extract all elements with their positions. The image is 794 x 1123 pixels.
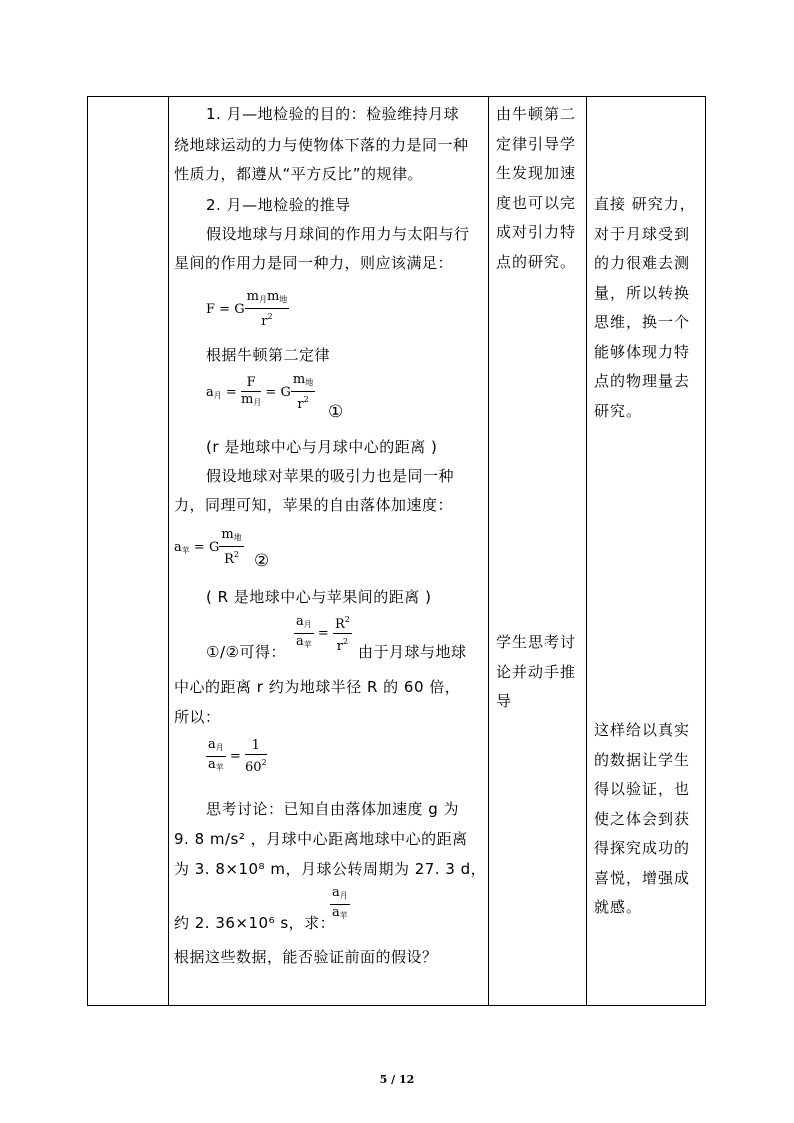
text-line: 这样给以真实 bbox=[594, 721, 691, 739]
text-line: 根据这些数据，能否验证前面的假设？ bbox=[174, 948, 438, 966]
text-line: 对于月球受到 bbox=[594, 224, 691, 243]
column-divider bbox=[168, 97, 169, 1005]
design-intent-1 bbox=[594, 190, 696, 426]
text-line: 点的物理量去 bbox=[594, 372, 691, 390]
text-line: 生发现加速 bbox=[496, 164, 577, 182]
page-number: 5 / 12 bbox=[379, 1073, 415, 1086]
equation-number: ② bbox=[254, 551, 270, 571]
text-line: 导 bbox=[496, 692, 513, 710]
text-line: 思考讨论：已知自由落体加速度 g 为 bbox=[206, 800, 460, 818]
text-line: 点的研究。 bbox=[496, 252, 577, 271]
text-line: 研究。 bbox=[594, 401, 643, 420]
text-line: 所以： bbox=[174, 708, 221, 726]
text-line: 中心的距离 r 约为地球半径 R 的 60 倍， bbox=[174, 678, 461, 696]
text-line: 就感。 bbox=[594, 898, 643, 916]
equation-number: ① bbox=[328, 402, 344, 422]
text-line: 论并动手推 bbox=[496, 662, 577, 681]
formula-question: $\frac{a_月}{a_苹}$ bbox=[332, 885, 348, 920]
text-line: 度也可以完 bbox=[496, 193, 577, 212]
text-line: 根据牛顿第二定律 bbox=[206, 346, 331, 364]
formula-apple-acceleration: $a_苹 = G$ $\frac{m_地}{R^2}$ bbox=[174, 527, 242, 567]
text-line: 性质力，都遵从“平方反比”的规律。 bbox=[174, 165, 424, 183]
text-line: 得以验证，也 bbox=[594, 780, 691, 798]
text-line: 星间的作用力是同一种力，则应该满足： bbox=[174, 254, 454, 272]
text-line: 假设地球与月球间的作用力与太阳与行 bbox=[206, 225, 470, 243]
formula-result: $\frac{a_月}{a_苹}$ = $\frac{1}{60^2}$ bbox=[208, 737, 267, 775]
text-line: 直接 研究力， bbox=[594, 195, 696, 213]
text-line: 9. 8 m/s² ，月球中心距离地球中心的距离 bbox=[174, 830, 468, 848]
text-line: 由牛顿第二 bbox=[496, 105, 577, 123]
text-line: 假设地球对苹果的吸引力也是同一种 bbox=[206, 467, 455, 485]
text-line: 思维，换一个 bbox=[594, 313, 691, 331]
text-line: 喜悦，增强成 bbox=[594, 868, 691, 887]
formula-ratio: $\frac{a_月}{a_苹}$ = $\frac{R^2}{r^2}$ bbox=[296, 614, 350, 654]
text-line: 1. 月—地检验的目的：检验维持月球 bbox=[206, 105, 460, 123]
text-line: 2. 月—地检验的推导 bbox=[206, 196, 351, 214]
text-line: 的力很难去测 bbox=[594, 254, 691, 272]
text-line: 得探究成功的 bbox=[594, 839, 691, 857]
column-divider bbox=[488, 97, 489, 1005]
text-line: 由于月球与地球 bbox=[358, 643, 467, 661]
text-line: 能够体现力特 bbox=[594, 342, 691, 361]
text-line: 绕地球运动的力与使物体下落的力是同一种 bbox=[174, 136, 469, 154]
text-line: 约 2. 36×10⁶ s，求： bbox=[174, 914, 336, 932]
text-line: 力，同理可知，苹果的自由落体加速度： bbox=[174, 496, 454, 514]
formula-gravitation: F = G $\frac{m_月m_地}{r^2}$ bbox=[206, 289, 288, 329]
text-line: 使之体会到获 bbox=[594, 809, 691, 828]
column-divider bbox=[586, 97, 587, 1005]
student-activity-2 bbox=[496, 628, 576, 717]
text-line: (r 是地球中心与月球中心的距离 ) bbox=[206, 438, 438, 456]
text-line: 定律引导学 bbox=[496, 134, 577, 153]
text-line: 为 3. 8×10⁸ m，月球公转周期为 27. 3 d， bbox=[174, 860, 487, 878]
text-line: ①/②可得： bbox=[206, 643, 286, 661]
text-line: 学生思考讨 bbox=[496, 633, 577, 651]
text-line: 成对引力特 bbox=[496, 223, 577, 241]
design-intent-2 bbox=[594, 716, 690, 923]
text-line: 量，所以转换 bbox=[594, 283, 691, 302]
text-line: ( R 是地球中心与苹果间的距离 ) bbox=[206, 588, 432, 606]
student-activity-1 bbox=[496, 100, 576, 277]
formula-moon-acceleration: $a_月$ = $\frac{F}{m_月}$ = G $\frac{m_地}{r^2}$ bbox=[206, 372, 314, 412]
text-line: 的数据让学生 bbox=[594, 750, 691, 769]
